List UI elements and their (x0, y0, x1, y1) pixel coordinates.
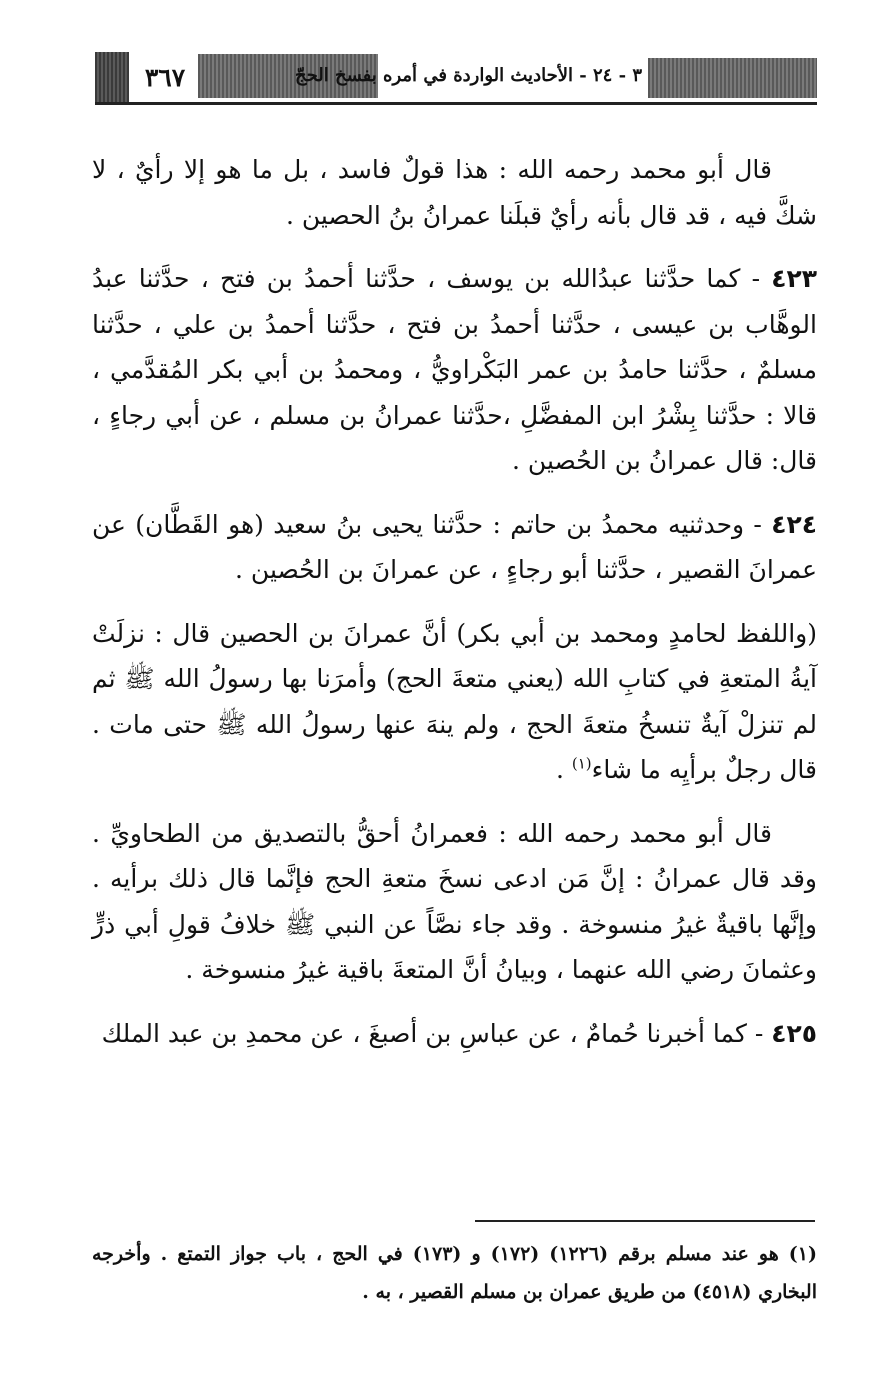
paragraph-text: قال أبو محمد رحمه الله : هذا قولٌ فاسد ، بل ما هو إلا رأيٌ ، لا شكَّ فيه ، قد قال بأنه رأيٌ قبلَنا عمرانُ بنُ الحصين . (92, 155, 817, 230)
footnotes (92, 1235, 817, 1311)
header-decor-block (95, 52, 129, 102)
running-header (95, 52, 817, 104)
footnote: (١) هو عند مسلم برقم (١٢٢٦) (١٧٢) و (١٧٣) في الحج ، باب جواز التمتع . وأخرجه البخاري (٤٥١٨) من طريق عمران بن مسلم القصير ، به . (92, 1243, 817, 1303)
hadith-number: ٤٢٥ (771, 1018, 817, 1048)
commentary-paragraph (92, 147, 817, 238)
hadith-text-paragraph (92, 611, 817, 793)
footnote-reference[interactable]: (١) (571, 754, 592, 773)
footnote-separator (475, 1220, 815, 1222)
header-decor-block (648, 58, 817, 98)
paragraph-text: - وحدثنيه محمدُ بن حاتم : حدَّثنا يحيى بنُ سعيد (هو القَطَّان) عن عمرانَ القصير ، حدَّثنا أبو رجاءٍ ، عن عمرانَ بن الحُصين . (92, 509, 817, 584)
header-rule (95, 102, 817, 105)
hadith-number: ٤٢٤ (771, 509, 817, 539)
paragraph-text: قال أبو محمد رحمه الله : فعمرانُ أحقُّ بالتصديق من الطحاويِّ . وقد قال عمرانُ : إنَّ مَن ادعى نسخَ متعةِ الحج فإنَّما قال ذلك برأيه . وإنَّها باقيةٌ غيرُ منسوخة . وقد جاء نصَّاً عن النبي ﷺ خلافُ قولِ أبي ذرٍّ وعثمانَ رضي الله عنهما ، وبيانُ أنَّ المتعةَ باقية غيرُ منسوخة . (92, 818, 817, 984)
hadith-paragraph (92, 502, 817, 593)
hadith-paragraph (92, 1011, 817, 1057)
paragraph-text: - كما حدَّثنا عبدُالله بن يوسف ، حدَّثنا أحمدُ بن فتح ، حدَّثنا عبدُ الوهَّاب بن عيسى ، حدَّثنا أحمدُ بن فتح ، حدَّثنا أحمدُ بن علي ، حدَّثنا مسلمٌ ، حدَّثنا حامدُ بن عمر البَكْراويُّ ، ومحمدُ بن أبي بكر المُقدَّمي ، قالا : حدَّثنا بِشْرُ ابن المفضَّلِ ،حدَّثنا عمرانُ بن مسلم ، عن أبي رجاءٍ ، قال: قال عمرانُ بن الحُصين . (92, 264, 817, 475)
paragraph-text: (واللفظ لحامدٍ ومحمد بن أبي بكر) أنَّ عمرانَ بن الحصين قال : نزلَتْ آيةُ المتعةِ في كتابِ الله (يعني متعةَ الحج) وأمرَنا بها رسولُ الله ﷺ ثم لم تنزلْ آيةٌ تنسخُ متعةَ الحج ، ولم ينهَ عنها رسولُ الله ﷺ حتى مات . قال رجلٌ برأيِه ما شاء (92, 618, 817, 784)
hadith-paragraph (92, 256, 817, 484)
page-number: ٣٦٧ (144, 63, 186, 92)
main-text (92, 147, 817, 1074)
running-title: ٣ - ٢٤ - الأحاديث الواردة في أمره بفسخ الحجّ (295, 65, 642, 86)
hadith-number: ٤٢٣ (771, 264, 817, 293)
commentary-paragraph (92, 811, 817, 993)
paragraph-text-tail: . (555, 755, 572, 784)
paragraph-text: - كما أخبرنا حُمامٌ ، عن عباسِ بن أصبغَ ، عن محمدِ بن عبد الملك (101, 1018, 772, 1048)
